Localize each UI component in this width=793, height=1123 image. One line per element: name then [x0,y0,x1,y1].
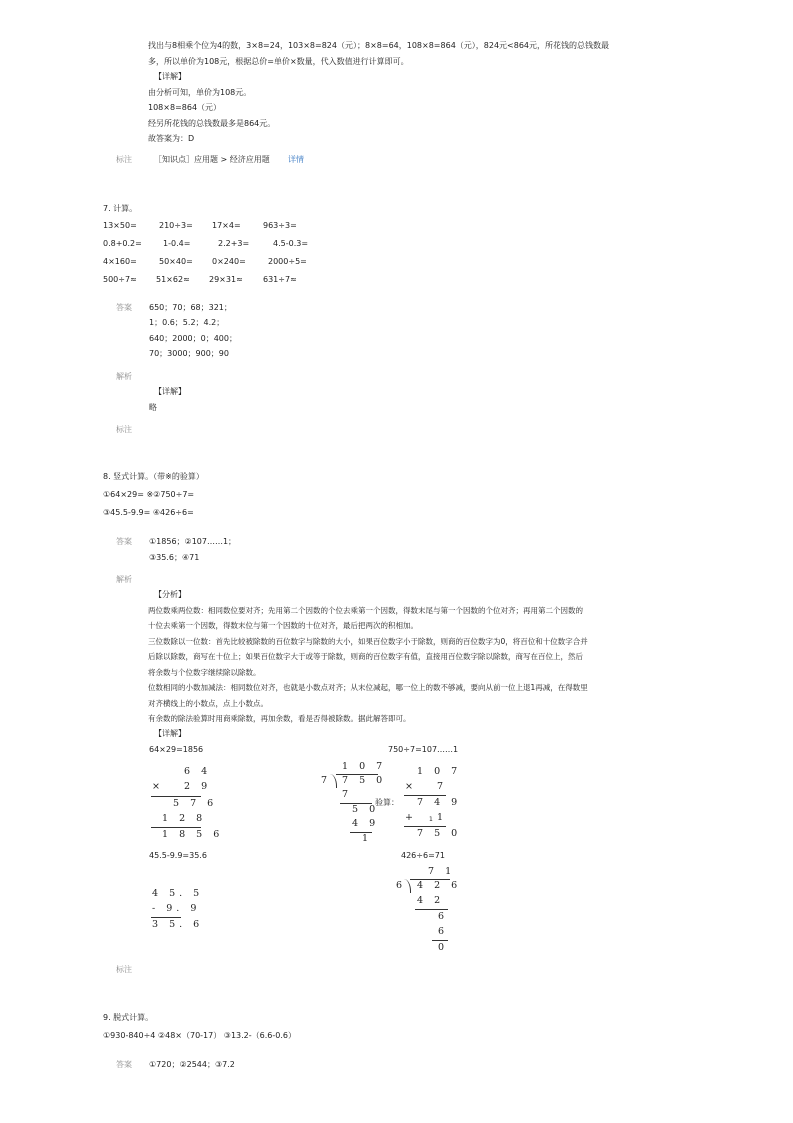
div2-quotient: 7 1 [428,866,456,877]
q8-problems-2: ③45.5-9.9= ④426÷6= [103,508,194,517]
q9-answer-label: 答案 [116,1060,132,1069]
q7-r3-c4: 2000÷5= [268,257,307,266]
q8-eq-2: 750÷7=107……1 [388,745,459,754]
q7-answer-1: 650；70；68；321； [149,303,232,312]
q8-analysis-line-3: 三位数除以一位数：首先比较被除数的百位数字与除数的大小，如果百位数字小于除数，则商的百位数字为0，将百位和十位数字合并 [148,637,588,646]
q8-eq-1: 64×29=1856 [149,745,204,754]
sub-rule [151,917,181,918]
div2-rule-2 [432,940,448,941]
q7-r1-c2: 210÷3= [159,221,193,230]
q7-r1-c1: 13×50= [103,221,137,230]
q6-detail-tag: 【详解】 [154,72,186,81]
q8-title: 8. 竖式计算。（带※的验算） [103,472,204,481]
mult-partial-1: 5 7 6 [173,798,218,809]
div1-bracket [330,774,337,788]
div1-step-3: 4 9 [352,818,380,829]
q8-detail-tag: 【详解】 [154,729,186,738]
div2-rule-1 [415,909,448,910]
q7-answer-4: 70；3000；900；90 [149,349,229,358]
check-sum: 7 5 0 [417,828,462,839]
sub-result: 3 5. 6 [152,919,204,930]
q7-r1-c3: 17×4= [212,221,241,230]
q7-analysis-label: 解析 [116,372,132,381]
check-rule-1 [404,795,446,796]
q7-r3-c1: 4×160= [103,257,137,266]
check-product: 7 4 9 [417,797,462,808]
q9-title: 9. 脱式计算。 [103,1013,154,1022]
mult-product: 1 8 5 6 [162,829,224,840]
q7-r2-c3: 2.2+3= [218,239,250,248]
mult-rule-2 [151,827,201,828]
q8-analysis-line-1: 两位数乘两位数：相同数位要对齐；先用第二个因数的个位去乘第一个因数，得数末尾与第一个因数的个位对齐；再用第二个因数的 [148,606,583,615]
div1-dividend: 7 5 0 [342,775,387,786]
q8-answer-1: ①1856；②107……1； [149,537,237,546]
q7-answer-2: 1；0.6；5.2；4.2； [149,318,225,327]
div1-quotient: 1 0 7 [342,761,387,772]
mult-row-2: 2 9 [184,781,212,792]
q7-r3-c2: 50×40= [159,257,193,266]
q8-analysis-tag: 【分析】 [154,590,186,599]
q8-eq-4: 426÷6=71 [401,851,445,860]
q7-answer-3: 640；2000；0；400； [149,334,237,343]
q8-answer-2: ③35.6；④71 [149,553,200,562]
mult-partial-2: 1 2 8 [162,813,207,824]
q6-detail-link[interactable]: 详情 [288,155,304,164]
q7-r4-c1: 500÷7≈ [103,275,137,284]
q7-answer-label: 答案 [116,303,132,312]
div2-dividend: 4 2 6 [417,880,462,891]
check-addend: 1 [437,812,448,823]
div1-step-1: 7 [342,789,353,800]
check-carry: 1 [429,816,433,823]
q6-conclusion: 故答案为：D [148,134,195,143]
q6-line-2: 多，所以单价为108元，根据总价=单价×数量，代入数值进行计算即可。 [148,57,409,66]
check-label: 验算： [375,798,399,807]
q7-r1-c4: 963÷3= [263,221,297,230]
q6-line-6: 经另所花钱的总钱数最多是864元。 [148,119,276,128]
q7-r3-c3: 0×240= [212,257,246,266]
div1-remainder: 1 [362,833,373,844]
q8-eq-3: 45.5-9.9=35.6 [149,851,207,860]
div2-step-2: 6 [438,911,449,922]
check-row-2: 7 [437,781,448,792]
sub-row-1: 4 5. 5 [152,888,204,899]
q8-analysis-line-5: 将余数与个位数字继续除以除数。 [148,668,261,677]
mult-rule-1 [151,796,201,797]
div2-remainder: 0 [438,942,449,953]
q8-analysis-line-2: 十位去乘第一个因数，得数末位与第一个因数的十位对齐，最后把两次的积相加。 [148,621,418,630]
check-plus-sign: + [405,812,417,823]
div1-divisor: 7 [321,775,332,786]
q7-detail-text: 略 [149,403,157,412]
check-times-sign: × [405,781,417,792]
q8-analysis-line-7: 对齐横线上的小数点，点上小数点。 [148,699,268,708]
q7-r4-c2: 51×62≈ [156,275,190,284]
q8-analysis-line-6: 位数相同的小数加减法：相同数位对齐，也就是小数点对齐；从末位减起，哪一位上的数不够减，要向从前一位上退1再减，在得数里 [148,683,588,692]
q6-line-1: 找出与8相乘个位为4的数，3×8=24，103×8=824（元）；8×8=64，108×8=864（元），824元<864元，所花钱的总钱数最 [148,41,610,50]
q8-answer-label: 答案 [116,537,132,546]
q6-line-5: 108×8=864（元） [148,103,222,112]
q7-title: 7. 计算。 [103,204,138,213]
q7-r2-c1: 0.8+0.2= [103,239,142,248]
q7-note-label: 标注 [116,425,132,434]
q7-r2-c4: 4.5-0.3= [273,239,309,248]
q6-line-4: 由分析可知，单价为108元。 [148,88,252,97]
mult-times-sign: × [152,781,164,792]
q8-note-label: 标注 [116,965,132,974]
q8-analysis-line-8: 有余数的除法验算时用商乘除数，再加余数，看是否得被除数。据此解答即可。 [148,714,411,723]
q7-detail-tag: 【详解】 [154,387,186,396]
q7-r4-c3: 29×31≈ [209,275,243,284]
div1-step-2: 5 0 [352,804,380,815]
q9-problems: ①930-840÷4 ②48×（70-17） ③13.2-（6.6-0.6） [103,1031,296,1040]
q6-knowledge-tag: ［知识点］应用题 > 经济应用题 [154,155,270,164]
q8-analysis-label: 解析 [116,575,132,584]
div2-divisor: 6 [396,880,407,891]
check-row-1: 1 0 7 [417,766,462,777]
q8-problems-1: ①64×29= ※②750÷7= [103,490,195,499]
mult-row-1: 6 4 [184,766,212,777]
q6-note-label: 标注 [116,155,132,164]
check-rule-2 [404,826,446,827]
q7-r2-c2: 1-0.4= [163,239,191,248]
div2-step-1: 4 2 [417,895,445,906]
div2-step-3: 6 [438,926,449,937]
q9-answers: ①720；②2544；③7.2 [149,1060,235,1069]
sub-row-2: - 9. 9 [152,903,201,914]
q8-analysis-line-4: 后除以除数，商写在十位上；如果百位数字大于或等于除数，则商的百位数字有值，直接用百位数字除以除数，商写在百位上，然后 [148,652,583,661]
q7-r4-c4: 631÷7≈ [263,275,297,284]
